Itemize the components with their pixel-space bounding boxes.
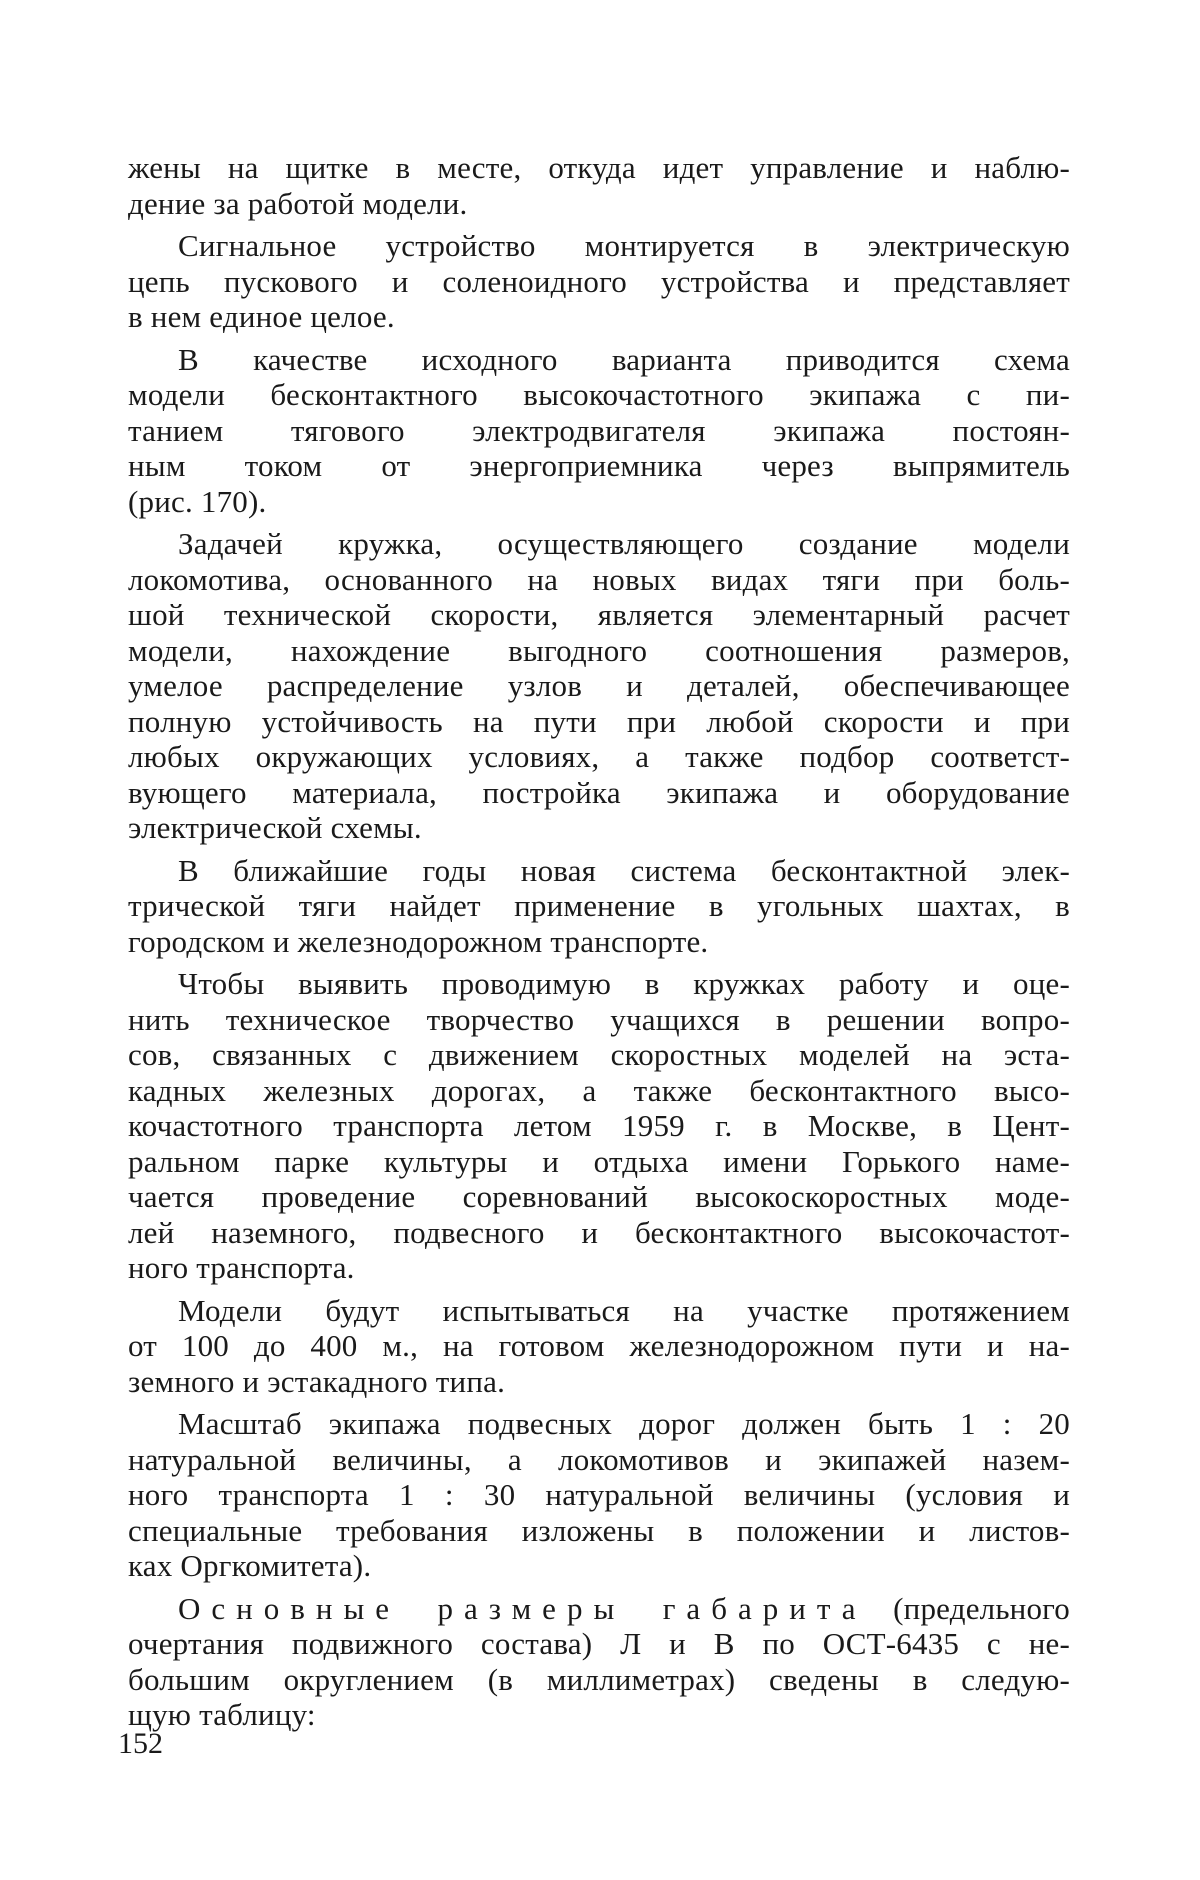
paragraph-9 (128, 1591, 1070, 1733)
paragraph-3 (128, 342, 1070, 520)
text-line: цепь пускового и соленоидного устройства и представляет (128, 263, 1070, 299)
text-fragment: (предельного (893, 1590, 1070, 1626)
text-line: любых окружающих условиях, а также подбор соответст- (128, 739, 1070, 774)
text-line: Чтобы выявить проводимую в кружках работу и оце- (178, 966, 1070, 1001)
paragraph-7 (128, 1293, 1070, 1400)
text-line: дение за работой модели. (128, 185, 468, 221)
text-line: ральном парке культуры и отдыха имени Горького наме- (128, 1143, 1070, 1179)
text-line: модели бесконтактного высокочастотного экипажа с пи- (128, 377, 1070, 412)
text-line (128, 1591, 1070, 1627)
text-line: натуральной величины, а локомотивов и экипажей назем- (128, 1441, 1070, 1477)
text-line: Модели будут испытываться на участке протяжением (178, 1292, 1070, 1328)
text-line: шой технической скорости, является элементарный расчет (128, 597, 1070, 632)
text-line: локомотива, основанного на новых видах тяги при боль- (128, 561, 1070, 597)
paragraph-5 (128, 853, 1070, 960)
text-line: большим округлением (в миллиметрах) сведены в следую- (128, 1661, 1070, 1697)
text-line: Сигнальное устройство монтируется в электрическую (178, 228, 1070, 263)
text-line: Масштаб экипажа подвесных дорог должен быть 1 : 20 (178, 1406, 1070, 1441)
text-line: городском и железнодорожном транспорте. (128, 923, 709, 959)
text-line: Задачей кружка, осуществляющего создание модели (178, 526, 1070, 561)
text-line: сов, связанных с движением скоростных моделей на эста- (128, 1037, 1070, 1072)
text-line: электрической схемы. (128, 810, 422, 845)
paragraph-2 (128, 228, 1070, 335)
text-line: очертания подвижного состава) Л и В по ОСТ-6435 с не- (128, 1626, 1070, 1661)
text-line: жены на щитке в месте, откуда идет управление и наблю- (128, 150, 1070, 185)
text-line: модели, нахождение выгодного соотношения размеров, (128, 632, 1070, 668)
page-number: 152 (118, 1727, 163, 1760)
text-line: вующего материала, постройка экипажа и оборудование (128, 774, 1070, 810)
text-line: ках Оргкомитета). (128, 1548, 372, 1583)
text-line: В ближайшие годы новая система бесконтактной элек- (178, 852, 1070, 888)
text-line: лей наземного, подвесного и бесконтактного высокочастот- (128, 1214, 1070, 1250)
text-line: чается проведение соревнований высокоскоростных моде- (128, 1179, 1070, 1214)
paragraph-8 (128, 1406, 1070, 1584)
text-line: полную устойчивость на пути при любой скорости и при (128, 703, 1070, 739)
text-line: в нем единое целое. (128, 299, 395, 334)
paragraph-1 (128, 150, 1070, 221)
body-text (128, 150, 1070, 1740)
text-line: В качестве исходного варианта приводится схема (178, 341, 1070, 377)
text-line: земного и эстакадного типа. (128, 1363, 506, 1399)
spaced-term: Основные размеры габарита (178, 1590, 867, 1626)
text-line: от 100 до 400 м., на готовом железнодорожном пути и на- (128, 1328, 1070, 1363)
text-line: трической тяги найдет применение в угольных шахтах, в (128, 888, 1070, 923)
text-line: умелое распределение узлов и деталей, обеспечивающее (128, 668, 1070, 703)
text-line: специальные требования изложены в положении и листов- (128, 1512, 1070, 1548)
text-line: кадных железных дорогах, а также бесконтактного высо- (128, 1072, 1070, 1108)
text-line: (рис. 170). (128, 483, 267, 519)
text-line: нить техническое творчество учащихся в решении вопро- (128, 1001, 1070, 1037)
text-line: кочастотного транспорта летом 1959 г. в Москве, в Цент- (128, 1108, 1070, 1143)
paragraph-4 (128, 526, 1070, 846)
paragraph-6 (128, 966, 1070, 1286)
text-line: ного транспорта 1 : 30 натуральной величины (условия и (128, 1477, 1070, 1512)
text-line: ного транспорта. (128, 1250, 355, 1285)
text-line: щую таблицу: (128, 1697, 316, 1732)
text-line: ным током от энергоприемника через выпрямитель (128, 448, 1070, 483)
text-line: танием тягового электродвигателя экипажа постоян- (128, 412, 1070, 448)
